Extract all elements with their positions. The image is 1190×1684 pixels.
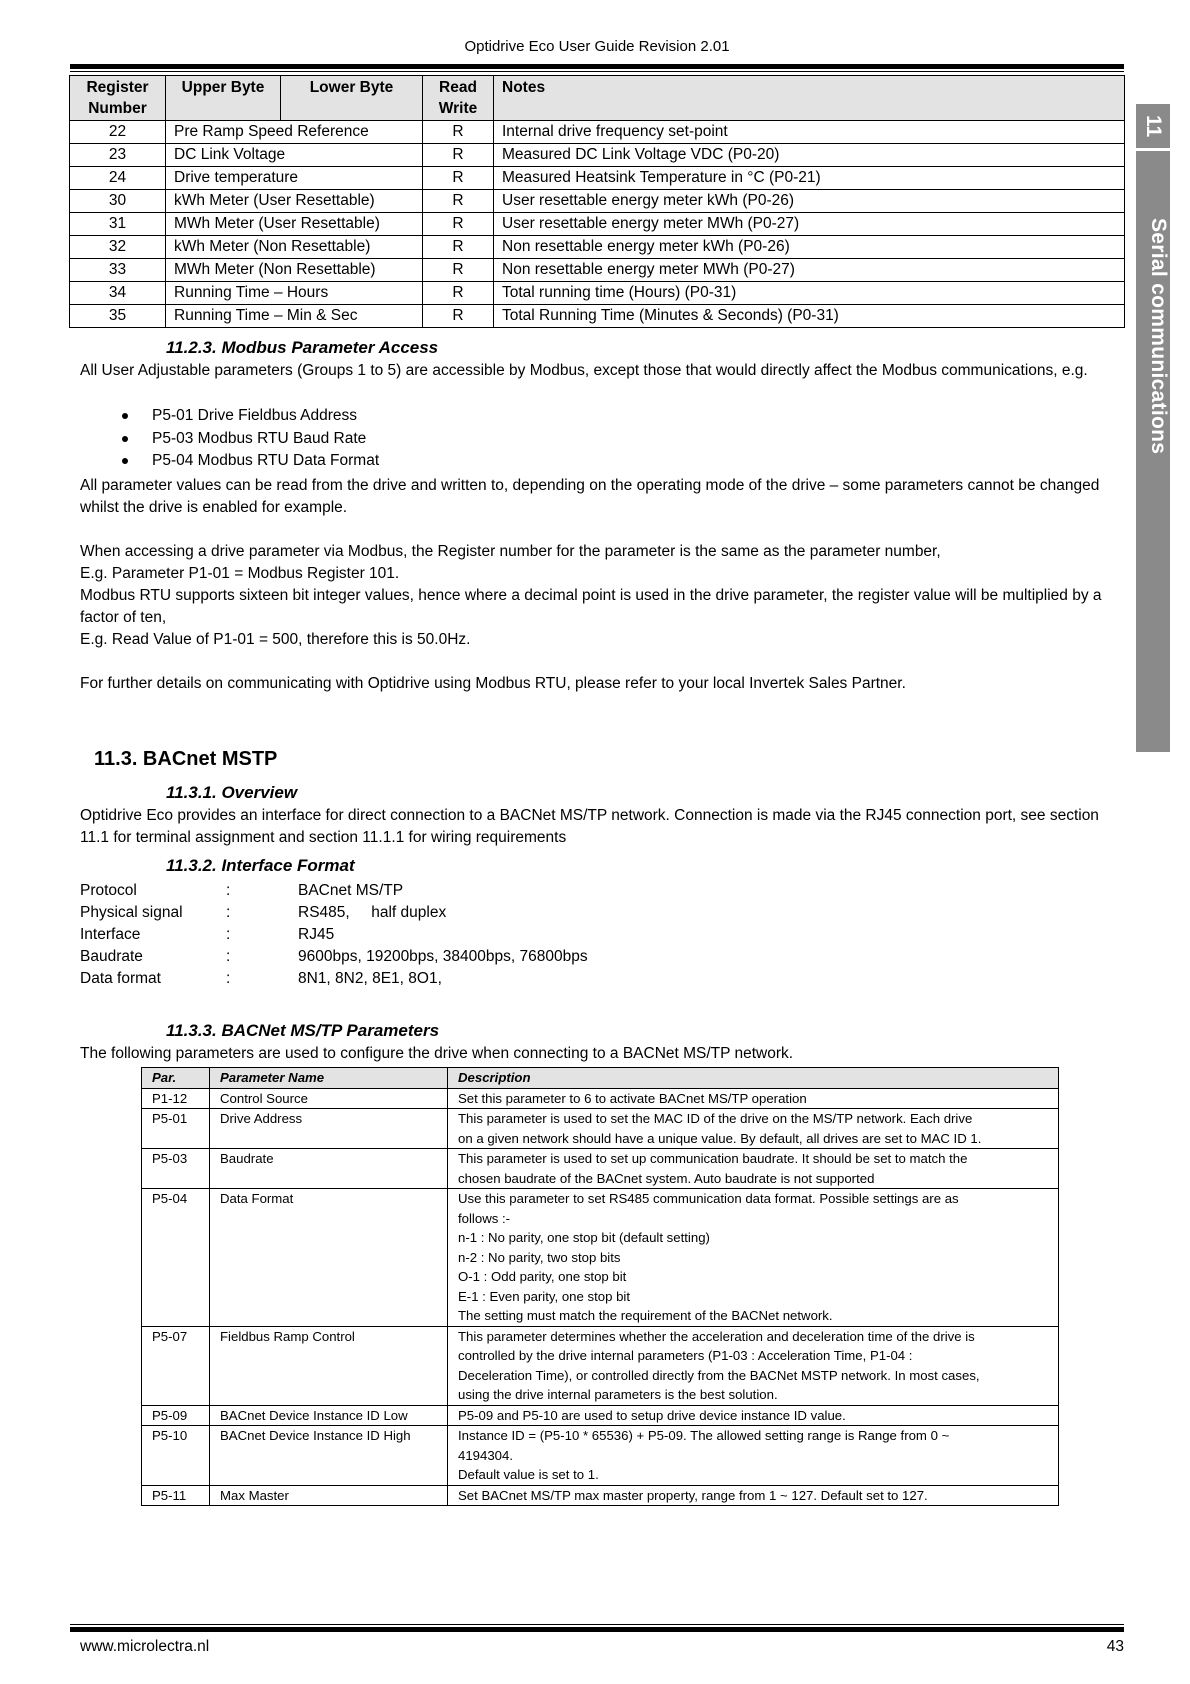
format-row-interface	[80, 924, 680, 946]
modbus-para-2b: E.g. Parameter P1-01 = Modbus Register 101.	[80, 565, 400, 582]
table-row	[142, 1088, 1059, 1109]
format-key: Interface	[80, 926, 141, 943]
par-cell: P5-11	[142, 1485, 210, 1506]
description-line: Deceleration Time), or controlled directly from the BACNet MSTP network. In most cases,	[458, 1367, 980, 1383]
notes-header: Notes	[494, 76, 1125, 121]
register-number-cell: 24	[70, 167, 166, 190]
upper-byte-header: Upper Byte	[166, 76, 281, 121]
read-write-cell: R	[423, 259, 494, 282]
bacnet-params-heading: 11.3.3. BACNet MS/TP Parameters	[166, 1021, 440, 1040]
register-name-cell: MWh Meter (User Resettable)	[166, 213, 423, 236]
modbus-access-heading: 11.2.3. Modbus Parameter Access	[166, 338, 439, 357]
list-item: P5-01 Drive Fieldbus Address	[80, 405, 379, 428]
table-row	[142, 1426, 1059, 1486]
description-line: This parameter determines whether the acceleration and deceleration time of the drive is	[458, 1328, 975, 1344]
read-write-cell: R	[423, 236, 494, 259]
description-line: This parameter is used to set the MAC ID of the drive on the MS/TP network. Each drive	[458, 1111, 973, 1126]
format-key: Baudrate	[80, 948, 143, 965]
parameter-name-cell: BACnet Device Instance ID High	[210, 1426, 448, 1486]
register-name-cell: Drive temperature	[166, 167, 423, 190]
description-line: Set BACnet MS/TP max master property, range from 1 ~ 127. Default set to 127.	[458, 1487, 928, 1503]
register-table-header	[70, 76, 1125, 121]
register-number-cell: 35	[70, 305, 166, 328]
read-write-cell: R	[423, 144, 494, 167]
read-write-header: Read Write	[423, 76, 494, 121]
description-line: on a given network should have a unique value. By default, all drives are set to MAC ID 1.	[458, 1130, 982, 1146]
read-write-cell: R	[423, 305, 494, 328]
modbus-access-intro: All User Adjustable parameters (Groups 1 to 5) are accessible by Modbus, except those that would directly affect the Modbus communications, e.g.	[80, 362, 1088, 379]
table-row	[142, 1109, 1059, 1149]
description-cell	[448, 1189, 1059, 1327]
notes-cell: Non resettable energy meter MWh (P0-27)	[494, 259, 1125, 282]
table-row	[142, 1326, 1059, 1405]
description-line: Instance ID = (P5-10 * 65536) + P5-09. The allowed setting range is Range from 0 ~	[458, 1428, 950, 1443]
read-write-cell: R	[423, 167, 494, 190]
read-write-cell: R	[423, 190, 494, 213]
notes-cell: Measured DC Link Voltage VDC (P0-20)	[494, 144, 1125, 167]
register-number-cell: 31	[70, 213, 166, 236]
list-item: P5-04 Modbus RTU Data Format	[80, 450, 379, 473]
register-table	[69, 75, 1125, 328]
format-separator: :	[226, 970, 231, 987]
table-row	[70, 167, 1125, 190]
modbus-excluded-list	[80, 405, 379, 473]
description-line: This parameter is used to set up communication baudrate. It should be set to match the	[458, 1151, 968, 1166]
register-number-cell: 34	[70, 282, 166, 305]
register-name-cell: DC Link Voltage	[166, 144, 423, 167]
format-value: 8N1, 8N2, 8E1, 8O1,	[298, 970, 442, 987]
notes-cell: User resettable energy meter kWh (P0-26)	[494, 190, 1125, 213]
table-row	[70, 259, 1125, 282]
description-line: n-1 : No parity, one stop bit (default setting)	[458, 1230, 710, 1245]
description-line: O-1 : Odd parity, one stop bit	[458, 1269, 627, 1284]
parameter-name-cell: Max Master	[210, 1485, 448, 1506]
par-cell: P1-12	[142, 1088, 210, 1109]
table-row	[142, 1149, 1059, 1189]
chapter-number: 11	[1136, 104, 1170, 151]
list-item: P5-03 Modbus RTU Baud Rate	[80, 428, 379, 451]
description-cell	[448, 1149, 1059, 1189]
notes-cell: Internal drive frequency set-point	[494, 121, 1125, 144]
table-row	[70, 282, 1125, 305]
page-header-title: Optidrive Eco User Guide Revision 2.01	[464, 38, 730, 55]
description-cell	[448, 1426, 1059, 1486]
description-cell	[448, 1405, 1059, 1426]
bacnet-parameter-table	[141, 1067, 1059, 1506]
format-separator: :	[226, 904, 231, 921]
register-number-cell: 23	[70, 144, 166, 167]
description-line: chosen baudrate of the BACnet system. Auto baudrate is not supported	[458, 1170, 875, 1186]
modbus-para-2c: Modbus RTU supports sixteen bit integer values, hence where a decimal point is used in the drive parameter, the register value will be multiplied by a factor of ten,	[80, 587, 1102, 626]
format-value: 9600bps, 19200bps, 38400bps, 76800bps	[298, 948, 588, 965]
par-cell: P5-07	[142, 1326, 210, 1405]
description-line: n-2 : No parity, two stop bits	[458, 1249, 621, 1265]
page-footer	[80, 1638, 1124, 1656]
parameter-name-header: Parameter Name	[210, 1068, 448, 1089]
parameter-name-cell: Control Source	[210, 1088, 448, 1109]
interface-format-list	[80, 880, 680, 990]
notes-cell: Measured Heatsink Temperature in °C (P0-21)	[494, 167, 1125, 190]
description-line: using the drive internal parameters is the best solution.	[458, 1387, 778, 1402]
table-row	[142, 1189, 1059, 1327]
modbus-para-2d: E.g. Read Value of P1-01 = 500, therefore this is 50.0Hz.	[80, 631, 471, 648]
format-separator: :	[226, 948, 231, 965]
notes-cell: Non resettable energy meter kWh (P0-26)	[494, 236, 1125, 259]
description-line: controlled by the drive internal parameters (P1-03 : Acceleration Time, P1-04 :	[458, 1348, 913, 1363]
parameter-table-header	[142, 1068, 1059, 1089]
description-line: P5-09 and P5-10 are used to setup drive device instance ID value.	[458, 1407, 846, 1423]
lower-byte-header: Lower Byte	[281, 76, 423, 121]
header-rule	[70, 64, 1124, 69]
table-row	[70, 213, 1125, 236]
description-line: Set this parameter to 6 to activate BACnet MS/TP operation	[458, 1090, 807, 1106]
parameter-name-cell: Data Format	[210, 1189, 448, 1327]
register-name-cell: kWh Meter (Non Resettable)	[166, 236, 423, 259]
chapter-side-tab	[1136, 104, 1170, 752]
parameter-name-cell: BACnet Device Instance ID Low	[210, 1405, 448, 1426]
format-separator: :	[226, 882, 231, 899]
chapter-title: Serial communications	[1147, 217, 1170, 455]
notes-cell: Total Running Time (Minutes & Seconds) (P0-31)	[494, 305, 1125, 328]
description-line: Default value is set to 1.	[458, 1467, 599, 1482]
table-row	[70, 305, 1125, 328]
header-rule-thin	[70, 71, 1124, 72]
register-number-cell: 32	[70, 236, 166, 259]
table-row	[142, 1485, 1059, 1506]
interface-format-heading: 11.3.2. Interface Format	[166, 856, 355, 875]
read-write-cell: R	[423, 282, 494, 305]
table-row	[70, 236, 1125, 259]
par-cell: P5-10	[142, 1426, 210, 1486]
page-number: 43	[1106, 1638, 1124, 1655]
register-name-cell: Running Time – Min & Sec	[166, 305, 423, 328]
parameter-name-cell: Fieldbus Ramp Control	[210, 1326, 448, 1405]
register-name-cell: MWh Meter (Non Resettable)	[166, 259, 423, 282]
register-name-cell: Pre Ramp Speed Reference	[166, 121, 423, 144]
register-number-header: Register Number	[70, 76, 166, 121]
description-line: The setting must match the requirement of the BACNet network.	[458, 1308, 833, 1323]
format-key: Physical signal	[80, 904, 183, 921]
bacnet-params-intro: The following parameters are used to configure the drive when connecting to a BACNet MS/TP network.	[80, 1045, 794, 1062]
footer-rule	[70, 1627, 1124, 1632]
parameter-name-cell: Drive Address	[210, 1109, 448, 1149]
table-row	[70, 144, 1125, 167]
footer-rule-thin	[70, 1624, 1124, 1625]
description-line: E-1 : Even parity, one stop bit	[458, 1288, 631, 1304]
read-write-cell: R	[423, 213, 494, 236]
format-row-baudrate	[80, 946, 680, 968]
read-write-cell: R	[423, 121, 494, 144]
format-row-protocol	[80, 880, 680, 902]
format-value: BACnet MS/TP	[298, 882, 404, 899]
modbus-para-3: For further details on communicating with Optidrive using Modbus RTU, please refer to your local Invertek Sales Partner.	[80, 675, 906, 692]
description-cell	[448, 1109, 1059, 1149]
format-value: RJ45	[298, 926, 335, 943]
table-row	[70, 121, 1125, 144]
table-row	[142, 1405, 1059, 1426]
description-cell	[448, 1326, 1059, 1405]
overview-text: Optidrive Eco provides an interface for direct connection to a BACNet MS/TP network. Connection is made via the RJ45 connection port, see section 11.1 for terminal assignment and section 11.1.1 for wiring requirements	[80, 807, 1099, 846]
par-cell: P5-04	[142, 1189, 210, 1327]
par-cell: P5-03	[142, 1149, 210, 1189]
description-line: 4194304.	[458, 1447, 514, 1463]
register-number-cell: 33	[70, 259, 166, 282]
register-number-cell: 30	[70, 190, 166, 213]
format-key: Data format	[80, 970, 161, 987]
par-cell: P5-01	[142, 1109, 210, 1149]
register-number-cell: 22	[70, 121, 166, 144]
format-row-physical	[80, 902, 680, 924]
parameter-name-cell: Baudrate	[210, 1149, 448, 1189]
format-separator: :	[226, 926, 231, 943]
description-header: Description	[448, 1068, 1059, 1089]
description-line: Use this parameter to set RS485 communication data format. Possible settings are as	[458, 1191, 959, 1206]
par-header: Par.	[142, 1068, 210, 1089]
register-name-cell: kWh Meter (User Resettable)	[166, 190, 423, 213]
register-name-cell: Running Time – Hours	[166, 282, 423, 305]
description-cell	[448, 1088, 1059, 1109]
notes-cell: Total running time (Hours) (P0-31)	[494, 282, 1125, 305]
modbus-para-2a: When accessing a drive parameter via Modbus, the Register number for the parameter is the same as the parameter number,	[80, 543, 941, 560]
description-line: follows :-	[458, 1210, 511, 1226]
notes-cell: User resettable energy meter MWh (P0-27)	[494, 213, 1125, 236]
table-row	[70, 190, 1125, 213]
bacnet-heading: 11.3. BACnet MSTP	[94, 748, 278, 770]
format-key: Protocol	[80, 882, 137, 899]
format-value: RS485, half duplex	[298, 904, 447, 921]
footer-website: www.microlectra.nl	[80, 1638, 210, 1655]
description-cell	[448, 1485, 1059, 1506]
par-cell: P5-09	[142, 1405, 210, 1426]
overview-heading: 11.3.1. Overview	[166, 783, 298, 802]
modbus-para-1: All parameter values can be read from the drive and written to, depending on the operating mode of the drive – some parameters cannot be changed whilst the drive is enabled for example.	[80, 477, 1100, 516]
format-row-data-format	[80, 968, 680, 990]
